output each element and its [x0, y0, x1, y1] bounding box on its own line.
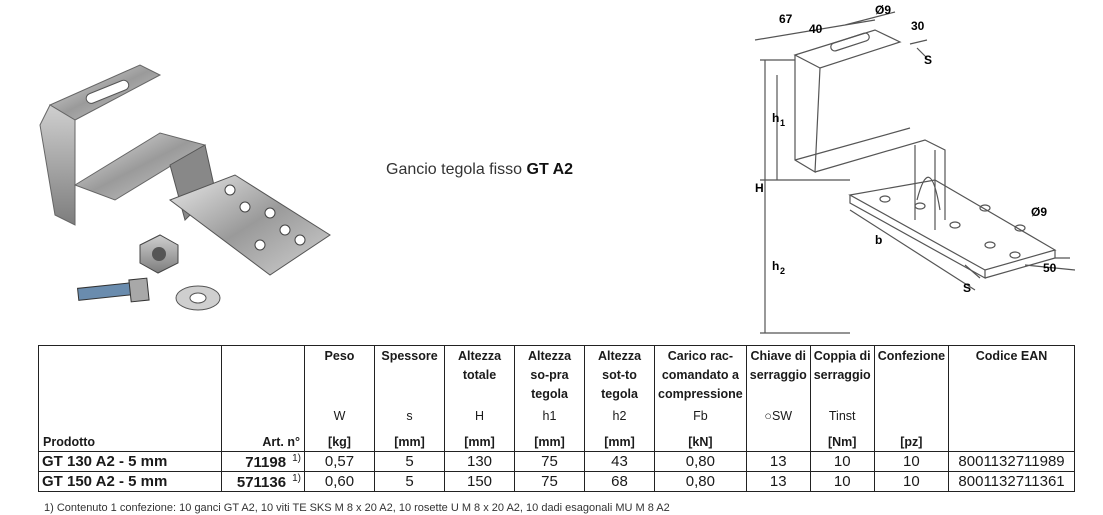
header-altezza-sopra: Altezza so-pra tegola h1 [mm] — [515, 346, 585, 452]
cell-confezione: 10 — [874, 452, 948, 472]
cell-spessore: 5 — [375, 472, 445, 492]
header-spessore: Spessore s [mm] — [375, 346, 445, 452]
svg-text:Ø9: Ø9 — [875, 3, 892, 17]
svg-text:b: b — [875, 233, 883, 247]
cell-h1: 75 — [515, 452, 585, 472]
header-carico: Carico rac-comandato a compressione Fb [kN] — [655, 346, 747, 452]
cell-ean: 8001132711361 — [949, 472, 1075, 492]
cell-art: 71198 $^{1)}$ — [222, 452, 305, 472]
svg-text:40: 40 — [809, 22, 823, 36]
header-chiave: Chiave di serraggio ○SW — [746, 346, 810, 452]
svg-text:30: 30 — [911, 19, 925, 33]
svg-text:H: H — [755, 181, 764, 195]
table-header-row — [39, 346, 1075, 452]
cell-ean: 8001132711989 — [949, 452, 1075, 472]
header-confezione: Confezione [pz] — [874, 346, 948, 452]
svg-text:h: h — [772, 259, 780, 273]
svg-text:1: 1 — [780, 118, 786, 128]
cell-H: 150 — [445, 472, 515, 492]
header-peso: Peso W [kg] — [305, 346, 375, 452]
cell-art: 571136 $^{1)}$ — [222, 472, 305, 492]
cell-prodotto: GT 130 A2 - 5 mm — [39, 452, 222, 472]
cell-coppia: 10 — [810, 452, 874, 472]
cell-sw: 13 — [746, 472, 810, 492]
table-row — [39, 452, 1075, 472]
spec-table — [38, 345, 1075, 492]
cell-H: 130 — [445, 452, 515, 472]
cell-h1: 75 — [515, 472, 585, 492]
product-caption: Gancio tegola fisso GT A2 — [386, 161, 574, 178]
cell-peso: 0,57 — [305, 452, 375, 472]
cell-coppia: 10 — [810, 472, 874, 492]
cell-prodotto: GT 150 A2 - 5 mm — [39, 472, 222, 492]
cell-carico: 0,80 — [655, 472, 747, 492]
header-art: Art. n° — [222, 346, 305, 452]
header-prodotto: Prodotto — [39, 346, 222, 452]
cell-h2: 43 — [585, 452, 655, 472]
header-coppia: Coppia di serraggio Tinst [Nm] — [810, 346, 874, 452]
svg-text:67: 67 — [779, 12, 793, 26]
header-ean: Codice EAN — [949, 346, 1075, 452]
table-row — [39, 472, 1075, 492]
svg-text:2: 2 — [780, 266, 786, 276]
svg-text:Ø9: Ø9 — [1031, 205, 1048, 219]
cell-confezione: 10 — [874, 472, 948, 492]
cell-sw: 13 — [746, 452, 810, 472]
svg-text:S: S — [963, 281, 972, 295]
header-altezza-sotto: Altezza sot-to tegola h2 [mm] — [585, 346, 655, 452]
cell-h2: 68 — [585, 472, 655, 492]
svg-text:h: h — [772, 111, 780, 125]
svg-text:S: S — [924, 53, 933, 67]
cell-spessore: 5 — [375, 452, 445, 472]
cell-carico: 0,80 — [655, 452, 747, 472]
header-altezza-totale: Altezza totale H [mm] — [445, 346, 515, 452]
cell-peso: 0,60 — [305, 472, 375, 492]
footnote: 1) Contenuto 1 confezione: 10 ganci GT A2, 10 viti TE SKS M 8 x 20 A2, 10 rosette U M 8 x 20 A2, 10 dadi esagonali MU M 8 A2 — [44, 502, 670, 514]
technical-drawing — [735, 0, 1103, 345]
product-photo — [30, 45, 350, 325]
svg-text:50: 50 — [1043, 261, 1057, 275]
